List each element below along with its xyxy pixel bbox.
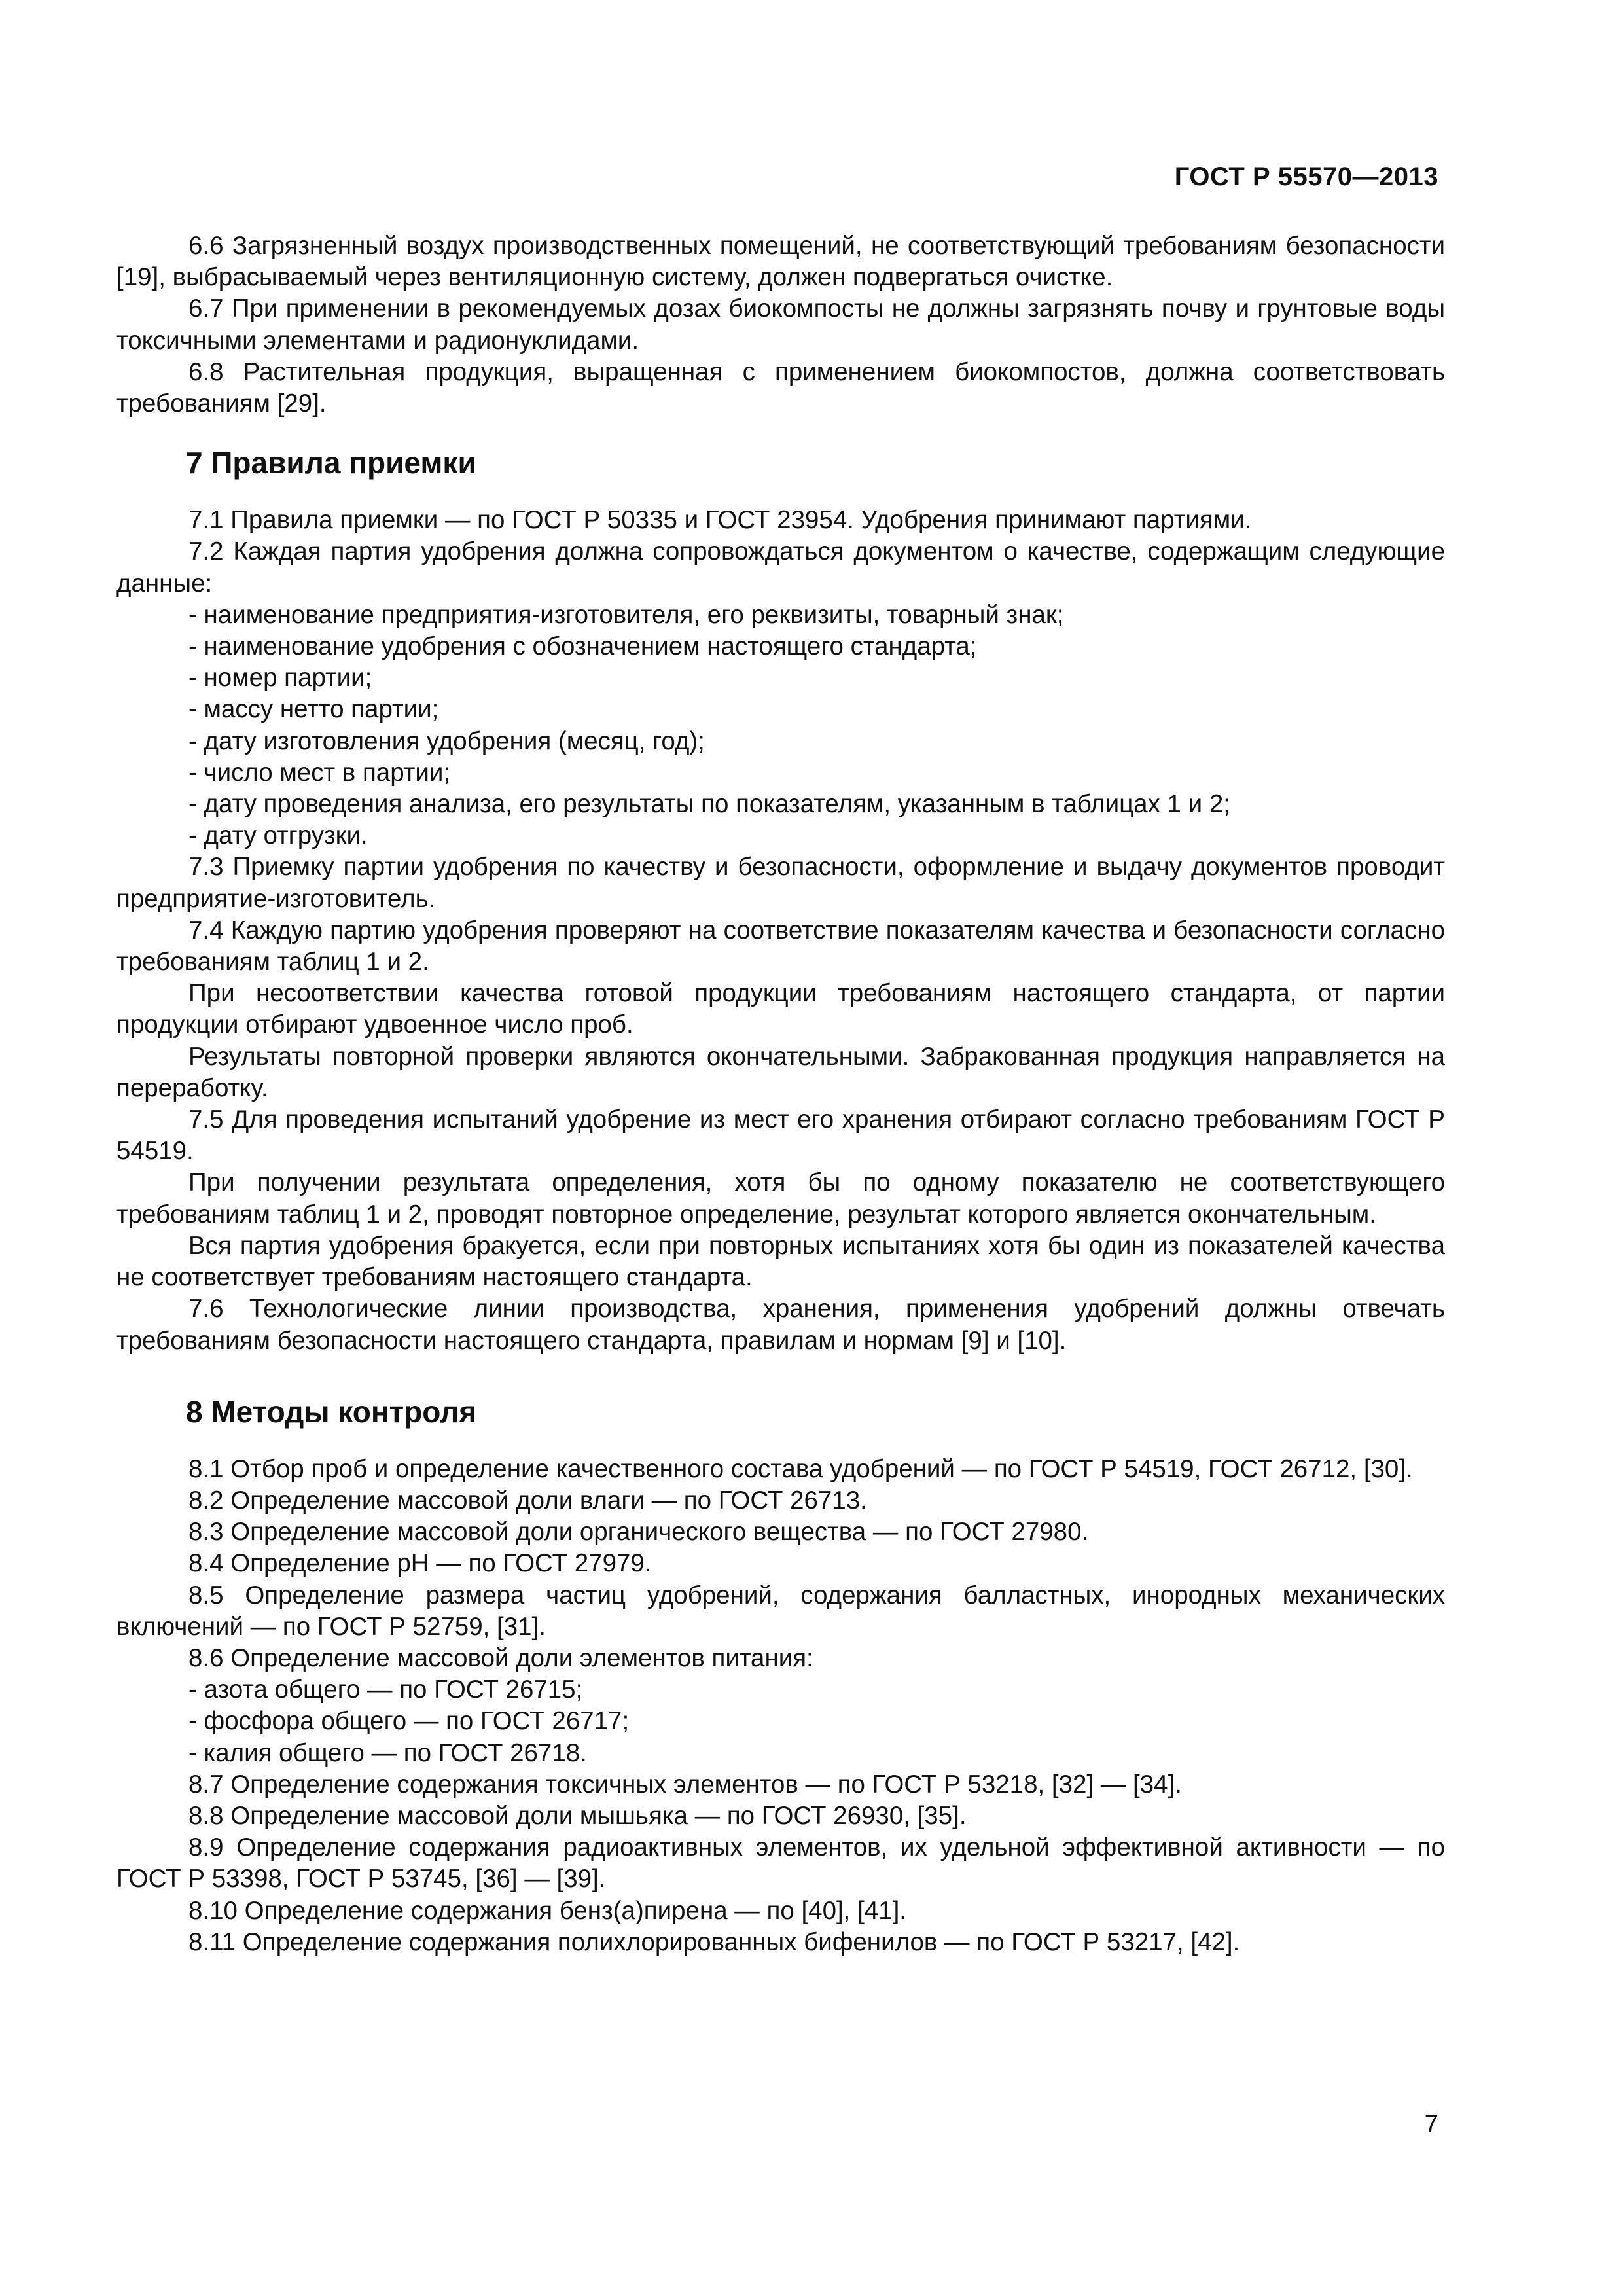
- list-item: - массу нетто партии;: [188, 695, 439, 724]
- list-item: - дату проведения анализа, его результаты по показателям, указанным в таблицах 1 и 2;: [188, 790, 1230, 819]
- list-item: - наименование удобрения с обозначением настоящего стандарта;: [188, 632, 977, 661]
- clause-8-4: 8.4 Определение рН — по ГОСТ 27979.: [188, 1549, 652, 1578]
- clause-7-3: 7.3 Приемку партии удобрения по качеству и безопасности, оформление и выдачу документов проводит предприятие-изготовитель.: [116, 853, 1445, 913]
- section-8-heading: 8 Методы контроля: [186, 1394, 477, 1429]
- list-item: - дату отгрузки.: [188, 821, 368, 850]
- clause-7-5-reject: Вся партия удобрения бракуется, если при повторных испытаниях хотя бы один из показателей качества не соответствует требованиям настоящего стандарта.: [116, 1231, 1445, 1292]
- page-content: [116, 230, 1445, 1958]
- clause-8-8: 8.8 Определение массовой доли мышьяка — по ГОСТ 26930, [35].: [188, 1801, 967, 1830]
- clause-7-6: 7.6 Технологические линии производства, хранения, применения удобрений должны отвечать требованиям безопасности настоящего стандарта, правилам и нормам [9] и [10].: [116, 1295, 1445, 1355]
- clause-8-2: 8.2 Определение массовой доли влаги — по ГОСТ 26713.: [188, 1486, 867, 1515]
- page-number: 7: [1424, 2110, 1438, 2138]
- standard-designation: ГОСТ Р 55570—2013: [1174, 162, 1438, 191]
- list-item: - азота общего — по ГОСТ 26715;: [188, 1676, 583, 1704]
- clause-6-6: 6.6 Загрязненный воздух производственных помещений, не соответствующий требованиям безопасности [19], выбрасываемый через вентиляционную систему, должен подвергаться очистке.: [116, 232, 1445, 292]
- list-item: - число мест в партии;: [188, 758, 451, 787]
- clause-8-5: 8.5 Определение размера частиц удобрений, содержания балластных, инородных механических включений — по ГОСТ Р 52759, [31].: [116, 1581, 1445, 1641]
- clause-8-10: 8.10 Определение содержания бенз(а)пирена — по [40], [41].: [188, 1896, 906, 1925]
- clause-8-7: 8.7 Определение содержания токсичных элементов — по ГОСТ Р 53218, [32] — [34].: [188, 1770, 1182, 1799]
- clause-7-4-retest: Результаты повторной проверки являются окончательными. Забракованная продукция направляется на переработку.: [116, 1042, 1445, 1102]
- list-item: - фосфора общего — по ГОСТ 26717;: [188, 1707, 630, 1736]
- section-7-heading: 7 Правила приемки: [186, 446, 476, 480]
- acceptance-data-list: [116, 600, 1445, 852]
- clause-8-3: 8.3 Определение массовой доли органического вещества — по ГОСТ 27980.: [188, 1518, 1089, 1547]
- nutrient-list: [116, 1674, 1445, 1769]
- clause-7-4: 7.4 Каждую партию удобрения проверяют на соответствие показателям качества и безопасности согласно требованиям таблиц 1 и 2.: [116, 916, 1445, 977]
- clause-6-7: 6.7 При применении в рекомендуемых дозах биокомпосты не должны загрязнять почву и грунтовые воды токсичными элементами и радионуклидами.: [116, 295, 1445, 355]
- clause-7-5: 7.5 Для проведения испытаний удобрение из мест его хранения отбирают согласно требованиям ГОСТ Р 54519.: [116, 1105, 1445, 1166]
- clause-8-6: 8.6 Определение массовой доли элементов питания:: [188, 1643, 813, 1672]
- list-item: - дату изготовления удобрения (месяц, год);: [188, 726, 705, 755]
- clause-8-1: 8.1 Отбор проб и определение качественного состава удобрений — по ГОСТ Р 54519, ГОСТ 26712, [30].: [188, 1454, 1413, 1483]
- clause-8-11: 8.11 Определение содержания полихлорированных бифенилов — по ГОСТ Р 53217, [42].: [188, 1928, 1240, 1956]
- clause-7-4-nonconformity: При несоответствии качества готовой продукции требованиям настоящего стандарта, от партии продукции отбирают удвоенное число проб.: [116, 979, 1445, 1039]
- clause-7-1: 7.1 Правила приемки — по ГОСТ Р 50335 и ГОСТ 23954. Удобрения принимают партиями.: [188, 506, 1252, 535]
- clause-7-5-repeat: При получении результата определения, хотя бы по одному показателю не соответствующего требованиям таблиц 1 и 2, проводят повторное определение, результат которого является окончательным.: [116, 1168, 1445, 1229]
- clause-8-9: 8.9 Определение содержания радиоактивных элементов, их удельной эффективной активности — по ГОСТ Р 53398, ГОСТ Р 53745, [36] — [39].: [116, 1833, 1445, 1893]
- clause-6-8: 6.8 Растительная продукция, выращенная с применением биокомпостов, должна соответствовать требованиям [29].: [116, 357, 1445, 418]
- list-item: - номер партии;: [188, 664, 372, 692]
- list-item: - наименование предприятия-изготовителя, его реквизиты, товарный знак;: [188, 600, 1064, 629]
- clause-7-2: 7.2 Каждая партия удобрения должна сопровождаться документом о качестве, содержащим следующие данные:: [116, 537, 1445, 598]
- list-item: - калия общего — по ГОСТ 26718.: [188, 1738, 587, 1767]
